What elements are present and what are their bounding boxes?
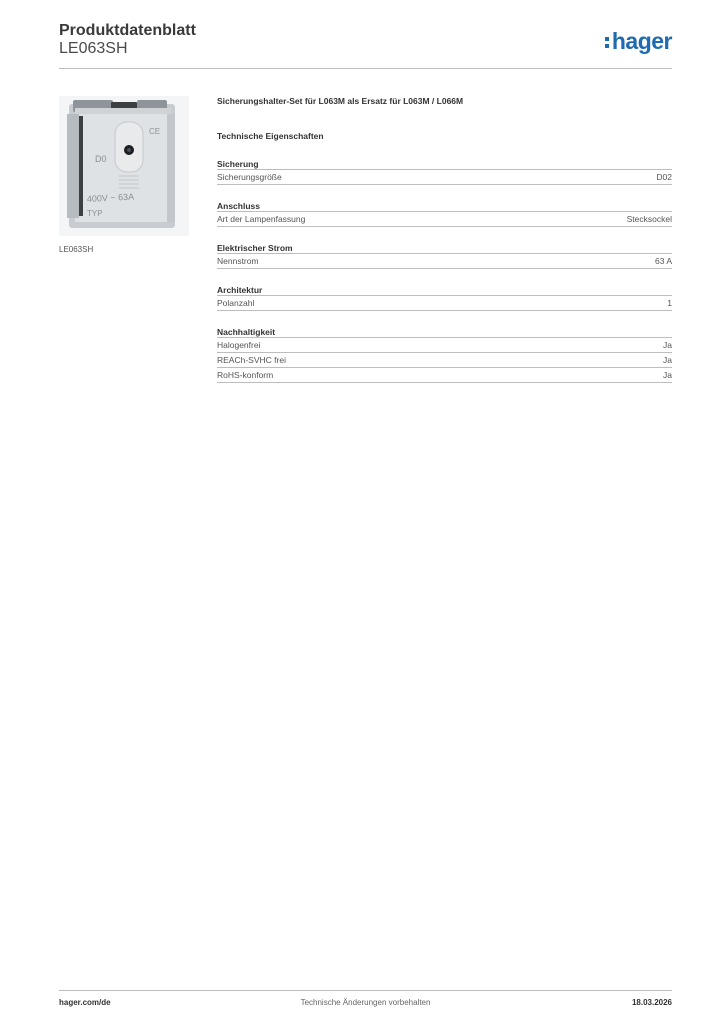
svg-text:CE: CE: [149, 127, 161, 136]
section-sicherung: [217, 158, 672, 185]
property-value: 63 A: [654, 256, 672, 266]
property-label: Sicherungsgröße: [217, 172, 282, 182]
product-code: LE063SH: [59, 40, 128, 57]
property-row: [217, 353, 672, 368]
svg-text:D0: D0: [95, 154, 107, 164]
product-description: Sicherungshalter-Set für L063M als Ersatz für L063M / L066M: [217, 96, 464, 106]
website-link[interactable]: hager.com/de: [59, 998, 111, 1007]
change-notice: Technische Änderungen vorbehalten: [300, 998, 431, 1007]
section-title: Anschluss: [217, 200, 672, 212]
property-row: [217, 212, 672, 227]
header-divider: [59, 68, 672, 69]
property-value: D02: [656, 172, 672, 182]
section-architektur: [217, 284, 672, 311]
document-title: Produktdatenblatt: [59, 22, 196, 39]
section-title: Nachhaltigkeit: [217, 326, 672, 338]
logo-text: hager: [611, 28, 672, 54]
logo-colon-icon: [605, 36, 610, 50]
svg-text:400V ~ 63A: 400V ~ 63A: [86, 191, 135, 204]
property-label: REACh-SVHC frei: [217, 355, 286, 365]
section-title: Architektur: [217, 284, 672, 296]
product-image: [59, 96, 189, 236]
technical-properties-heading: Technische Eigenschaften: [217, 131, 324, 141]
property-value: Ja: [663, 355, 672, 365]
property-row: [217, 368, 672, 383]
property-value: Ja: [663, 370, 672, 380]
property-label: RoHS-konform: [217, 370, 274, 380]
page-footer: [59, 998, 672, 1010]
product-details: [217, 96, 672, 383]
property-label: Polanzahl: [217, 298, 255, 308]
property-row: [217, 170, 672, 185]
property-label: Nennstrom: [217, 256, 259, 266]
section-title: Sicherung: [217, 158, 672, 170]
property-label: Art der Lampenfassung: [217, 214, 306, 224]
section-anschluss: [217, 200, 672, 227]
section-nachhaltigkeit: [217, 326, 672, 383]
property-row: [217, 338, 672, 353]
image-caption: LE063SH: [59, 245, 94, 254]
property-row: [217, 254, 672, 269]
section-elektrischer-strom: [217, 242, 672, 269]
hager-logo: [605, 28, 672, 55]
property-label: Halogenfrei: [217, 340, 261, 350]
property-value: 1: [667, 298, 672, 308]
document-date: 18.03.2026: [631, 998, 672, 1007]
footer-divider: [59, 990, 672, 991]
section-title: Elektrischer Strom: [217, 242, 672, 254]
page-header: [59, 20, 672, 68]
property-row: [217, 296, 672, 311]
fuse-holder-module-icon: [59, 96, 189, 236]
property-value: Ja: [663, 340, 672, 350]
property-value: Stecksockel: [626, 214, 672, 224]
svg-text:TYP: TYP: [87, 209, 103, 218]
